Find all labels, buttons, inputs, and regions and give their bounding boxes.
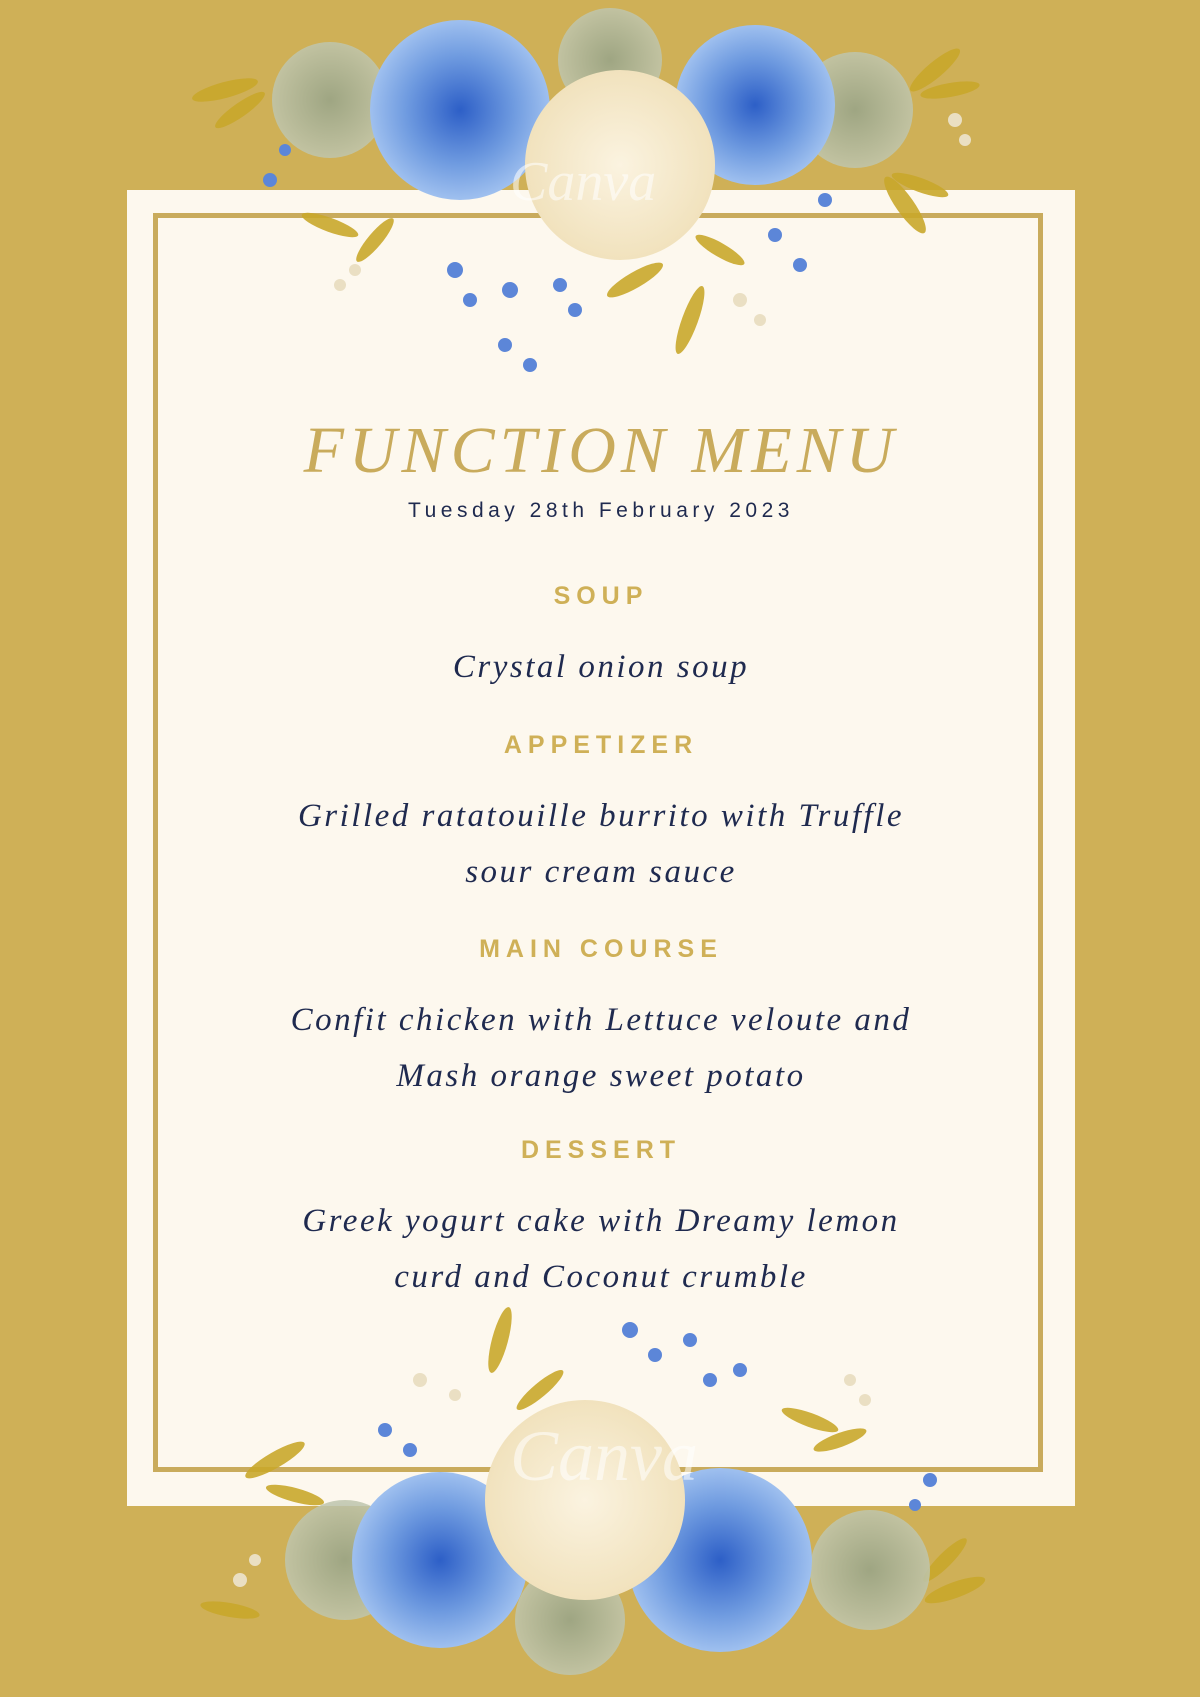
dish-soup (127, 639, 1075, 695)
watermark-bottom: Canva (510, 1416, 698, 1496)
menu-date: Tuesday 28th February 2023 (408, 499, 794, 522)
dish-line: Mash orange sweet potato (396, 1058, 806, 1094)
dish-appetizer (127, 788, 1075, 900)
section-heading-soup: SOUP (553, 582, 649, 610)
dish-line: Confit chicken with Lettuce veloute and (290, 1002, 912, 1038)
dish-dessert (127, 1193, 1075, 1305)
dish-line: curd and Coconut crumble (394, 1259, 808, 1295)
dish-line: sour cream sauce (465, 854, 737, 890)
dish-line: Crystal onion soup (452, 649, 750, 685)
section-heading-dessert: DESSERT (520, 1136, 682, 1164)
dish-line: Greek yogurt cake with Dreamy lemon (302, 1203, 900, 1239)
menu-content (127, 0, 1075, 1697)
watermark-top: Canva (510, 151, 657, 213)
dish-main-course (127, 992, 1075, 1104)
dish-line: Grilled ratatouille burrito with Truffle (297, 798, 905, 834)
section-heading-main-course: MAIN COURSE (479, 935, 723, 963)
section-heading-appetizer: APPETIZER (503, 731, 699, 759)
menu-title: FUNCTION MENU (303, 414, 899, 487)
